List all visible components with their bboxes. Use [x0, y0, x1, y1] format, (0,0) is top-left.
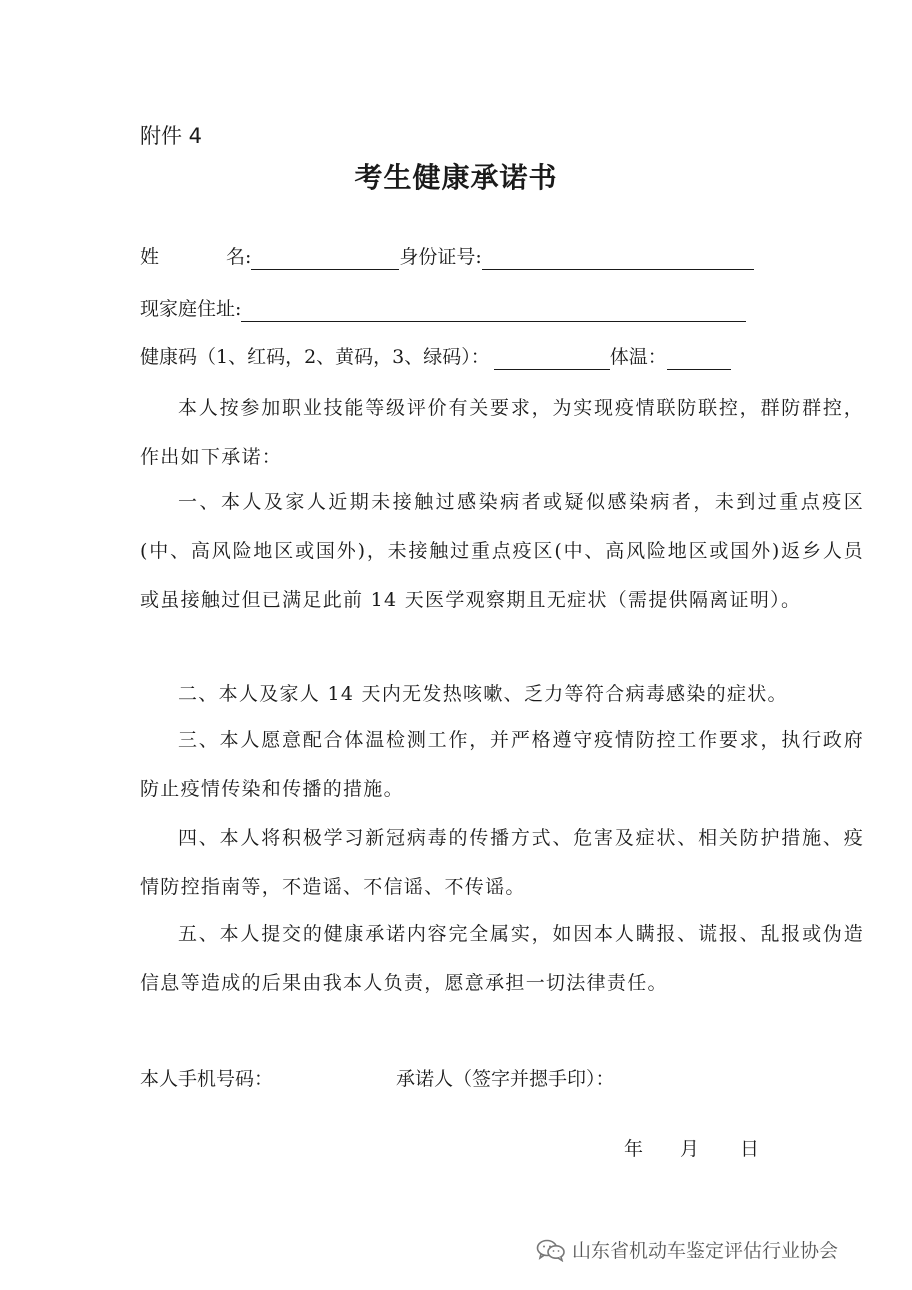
wechat-icon: [536, 1238, 566, 1262]
id-number-blank[interactable]: [482, 247, 754, 270]
health-code-row: [140, 344, 731, 370]
intro-paragraph: 本人按参加职业技能等级评价有关要求，为实现疫情联防联控，群防群控，作出如下承诺：: [140, 397, 864, 468]
watermark: [536, 1236, 838, 1263]
name-blank[interactable]: [251, 247, 399, 270]
pledge-item-4: 四、本人将积极学习新冠病毒的传播方式、危害及症状、相关防护措施、疫情防控指南等，不造谣、不信谣、不传谣。: [140, 827, 864, 898]
temperature-blank[interactable]: [667, 347, 731, 370]
pledge-item-1: 一、本人及家人近期未接触过感染病者或疑似感染病者，未到过重点疫区(中、高风险地区或国外)，未接触过重点疫区(中、高风险地区或国外)返乡人员或虽接触过但已满足此前 14 天医学观察期且无症状（需提供隔离证明）。: [140, 491, 864, 611]
pledge-item-3: 三、本人愿意配合体温检测工作，并严格遵守疫情防控工作要求，执行政府防止疫情传染和传播的措施。: [140, 729, 864, 800]
address-label: 现家庭住址:: [140, 298, 242, 320]
name-label-first: 姓: [140, 246, 160, 268]
health-code-label: 健康码（1、红码，2、黄码，3、绿码）：: [140, 346, 490, 368]
date-day: 日: [740, 1138, 760, 1160]
health-code-blank[interactable]: [494, 347, 610, 370]
name-label-second: 名:: [226, 246, 252, 268]
pledge-item-2: 二、本人及家人 14 天内无发热咳嗽、乏力等符合病毒感染的症状。: [178, 683, 788, 705]
address-blank[interactable]: [241, 299, 746, 322]
id-number-label: 身份证号:: [399, 246, 482, 268]
signer-label: 承诺人（签字并摁手印）：: [396, 1068, 615, 1090]
watermark-text: 山东省机动车鉴定评估行业协会: [572, 1240, 839, 1262]
phone-label: 本人手机号码：: [140, 1068, 274, 1090]
document-title: 考生健康承诺书: [354, 161, 558, 194]
attachment-label: 附件 4: [140, 124, 203, 148]
name-id-row: [140, 244, 754, 270]
date-year: 年: [624, 1138, 644, 1160]
temperature-label: 体温：: [609, 346, 667, 368]
pledge-item-5: 五、本人提交的健康承诺内容完全属实，如因本人瞒报、谎报、乱报或伪造信息等造成的后果由我本人负责，愿意承担一切法律责任。: [140, 923, 864, 994]
address-row: [140, 296, 746, 322]
date-month: 月: [680, 1138, 700, 1160]
